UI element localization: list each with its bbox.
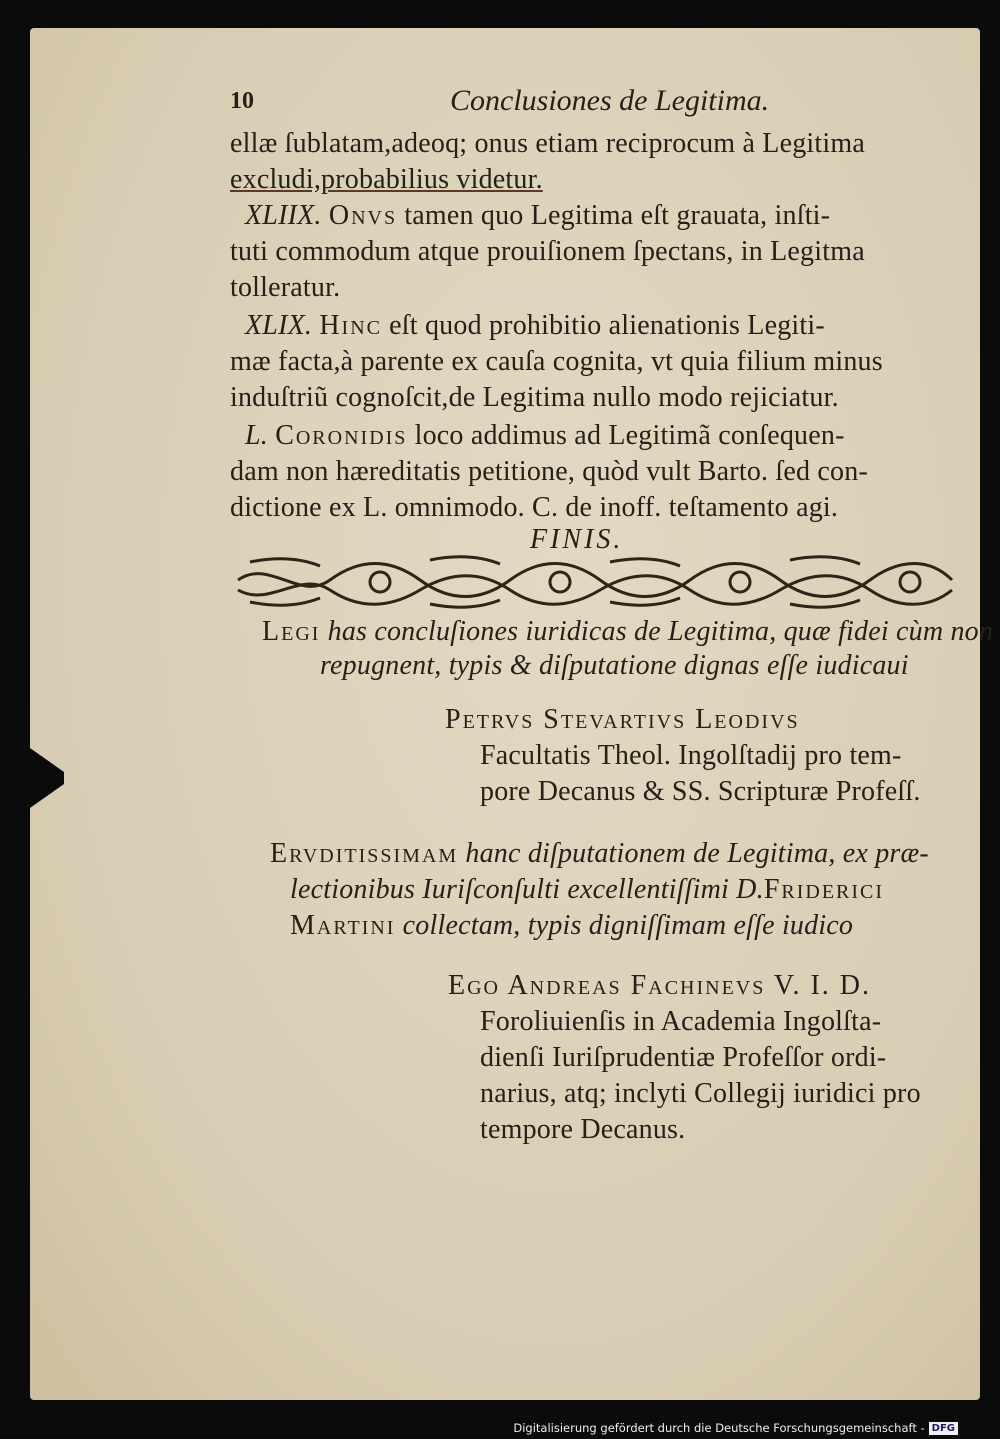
- finis: FINIS.: [530, 524, 624, 555]
- text-line: excludi,probabilius videtur.: [230, 164, 543, 195]
- signature-1-line-3: pore Decanus & SS. Scripturæ Profeſſ.: [480, 776, 921, 807]
- text-line: ellæ ſublatam,adeoq; onus etiam reciprocum à Legitima: [230, 128, 865, 159]
- page-edge-notch: [30, 748, 64, 808]
- thesis-l: L. Coronidis loco addimus ad Legitimã conſequen-: [245, 420, 845, 451]
- page-number: 10: [230, 88, 254, 114]
- running-head: Conclusiones de Legitima.: [450, 84, 770, 117]
- text-line: dam non hæreditatis petitione, quòd vult Barto. ſed con-: [230, 456, 868, 487]
- digitization-credit: [513, 1421, 958, 1435]
- signature-2-line-2: Foroliuienſis in Academia Ingolſta-: [480, 1006, 882, 1037]
- approval-1-line-2: repugnent, typis & diſputatione dignas eſſe iudicaui: [320, 650, 909, 681]
- approval-1-line-1: Legi has concluſiones iuridicas de Legitima, quæ fidei cùm non: [262, 616, 994, 647]
- signature-2-line-4: narius, atq; inclyti Collegij iuridici pro: [480, 1078, 921, 1109]
- text-line: dictione ex L. omnimodo. C. de inoff. teſtamento agi.: [230, 492, 839, 523]
- dfg-logo: DFG: [929, 1422, 958, 1435]
- approval-2-line-2: lectionibus Iuriſconſulti excellentiſſimi D.Friderici: [290, 874, 885, 905]
- approval-2-line-1: Ervditissimam hanc diſputationem de Legitima, ex præ-: [270, 838, 929, 869]
- text-line: tolleratur.: [230, 272, 341, 303]
- signature-2-line-3: dienſi Iuriſprudentiæ Profeſſor ordi-: [480, 1042, 887, 1073]
- signature-2-name: Ego Andreas Fachinevs V. I. D.: [448, 970, 872, 1001]
- approval-2-line-3: Martini collectam, typis digniſſimam eſſe iudico: [290, 910, 854, 941]
- ornament-band: [230, 550, 958, 610]
- thesis-xlix-a: XLIIX. Onvs tamen quo Legitima eſt grauata, inſti-: [245, 200, 831, 231]
- thesis-xlix-b: XLIX. Hinc eſt quod prohibitio alienationis Legiti-: [245, 310, 825, 341]
- book-page: [30, 28, 994, 1400]
- signature-1-line-2: Facultatis Theol. Ingolſtadij pro tem-: [480, 740, 902, 771]
- text-line: tuti commodum atque prouiſionem ſpectans, in Legitma: [230, 236, 865, 267]
- text-line: induſtriũ cognoſcit,de Legitima nullo modo rejiciatur.: [230, 382, 839, 413]
- text-line: mæ facta,à parente ex cauſa cognita, vt quia filium minus: [230, 346, 883, 377]
- signature-2-line-5: tempore Decanus.: [480, 1114, 686, 1145]
- credit-text: Digitalisierung gefördert durch die Deutsche Forschungsgemeinschaft -: [513, 1421, 925, 1435]
- signature-1-name: Petrvs Stevartivs Leodivs: [445, 704, 800, 735]
